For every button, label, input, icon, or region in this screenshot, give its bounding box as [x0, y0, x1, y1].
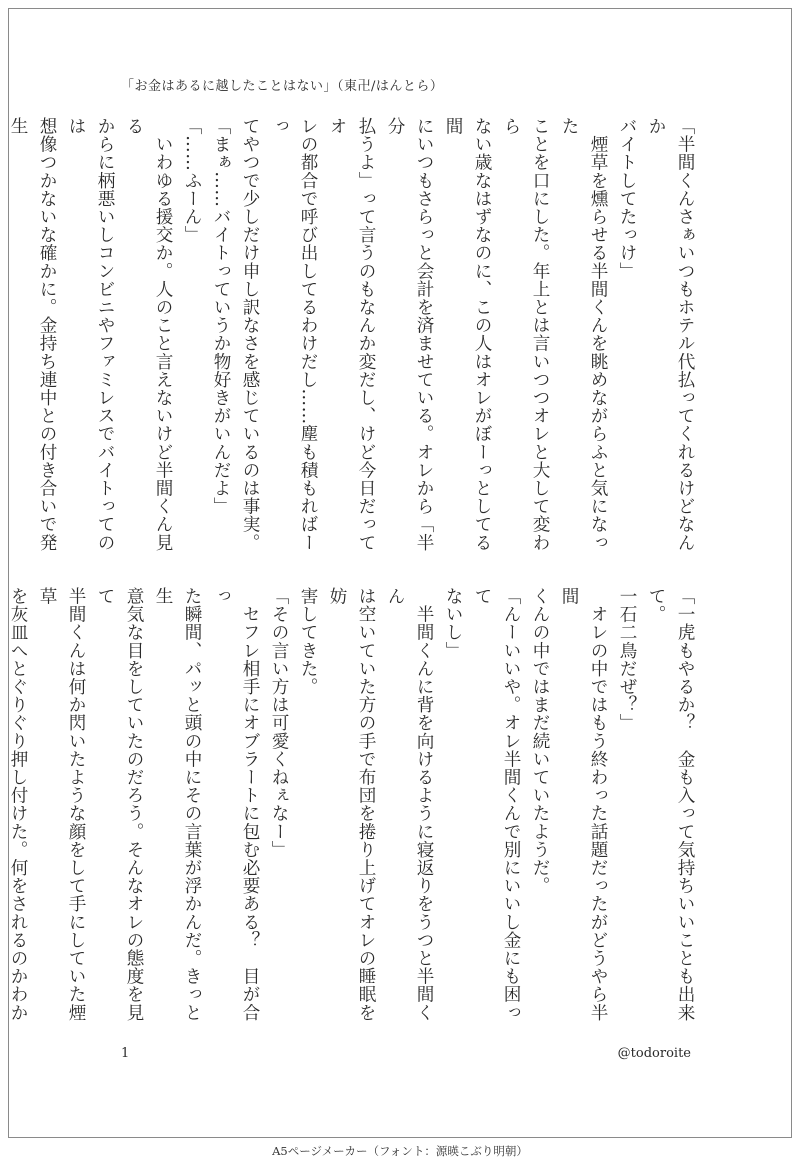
- text-line: 「んーいいや。オレ半間くんで別にいいし金にも困って: [472, 587, 521, 1022]
- text-line: は空いていた方の手で布団を捲り上げてオレの睡眠を妨: [327, 587, 376, 1022]
- text-line: ことを口にした。年上とは言いつつオレと大して変わら: [501, 117, 550, 552]
- text-line: た瞬間、パッと頭の中にその言葉が浮かんだ。きっと生: [153, 587, 202, 1022]
- text-line: 「半間くんさぁいつもホテル代払ってくれるけどなんか: [646, 117, 695, 552]
- text-line: を灰皿へとぐりぐり押し付けた。何をされるのかわか: [8, 587, 28, 1022]
- text-line: バイトしてたっけ」: [617, 117, 637, 280]
- text-line: にいつもさらっと会計を済ませている。オレから「半分: [385, 117, 434, 552]
- text-line: オレの中ではもう終わった話題だったがどうやら半間: [559, 587, 608, 1022]
- text-line: 「その言い方は可愛くねぇなー」: [269, 587, 289, 859]
- text-line: てやつで少しだけ申し訳なさを感じているのは事実。: [240, 117, 260, 552]
- manuscript-page: [8, 8, 792, 1138]
- text-line: 害してきた。: [298, 587, 318, 696]
- text-line: ない歳なはずなのに、この人はオレがぼーっとしてる間: [443, 117, 492, 552]
- text-line: 意気な目をしていたのだろう。そんなオレの態度を見て: [95, 587, 144, 1022]
- text-line: 半間くんは何か閃いたような顔をして手にしていた煙草: [37, 587, 86, 1022]
- text-line: 煙草を燻らせる半間くんを眺めながらふと気になった: [559, 117, 608, 552]
- text-line: 「一虎もやるか？ 金も入って気持ちいいことも出来て。: [646, 587, 695, 1022]
- page-number: 1: [121, 1046, 130, 1061]
- author-handle: @todoroite: [617, 1046, 691, 1061]
- text-line: レの都合で呼び出してるわけだし……塵も積もればーっ: [269, 117, 318, 552]
- text-line: くんの中ではまだ続いていたようだ。: [530, 587, 550, 895]
- text-line: 払うよ」って言うのもなんか変だし、けど今日だってオ: [327, 117, 376, 552]
- text-line: セフレ相手にオブラートに包む必要ある？ 目が合っ: [211, 587, 260, 1022]
- text-line: 半間くんに背を向けるように寝返りをうつと半間くん: [385, 587, 434, 1022]
- footer-caption: A5ページメーカー（フォント：源暎こぶり明朝）: [272, 1144, 528, 1158]
- text-line: 「……ふーん」: [182, 117, 202, 244]
- text-line: からに柄悪いしコンビニやファミレスでバイトってのは: [66, 117, 115, 552]
- text-line: ないし」: [443, 587, 463, 660]
- text-line: 一石二鳥だぜ？」: [617, 587, 637, 732]
- text-line: 「まぁ……バイトっていうか物好きがいんだよ」: [211, 117, 231, 516]
- text-line: 想像つかないな確かに。金持ち連中との付き合いで発生: [8, 117, 57, 552]
- running-title: 「お金はあるに越したことはない」（東卍/はんとら）: [121, 79, 444, 94]
- text-column-top: [8, 117, 699, 555]
- text-line: [0, 117, 3, 555]
- text-line: いわゆる援交か。人のこと言えないけど半間くん見る: [124, 117, 173, 552]
- text-column-bottom: [8, 587, 699, 1025]
